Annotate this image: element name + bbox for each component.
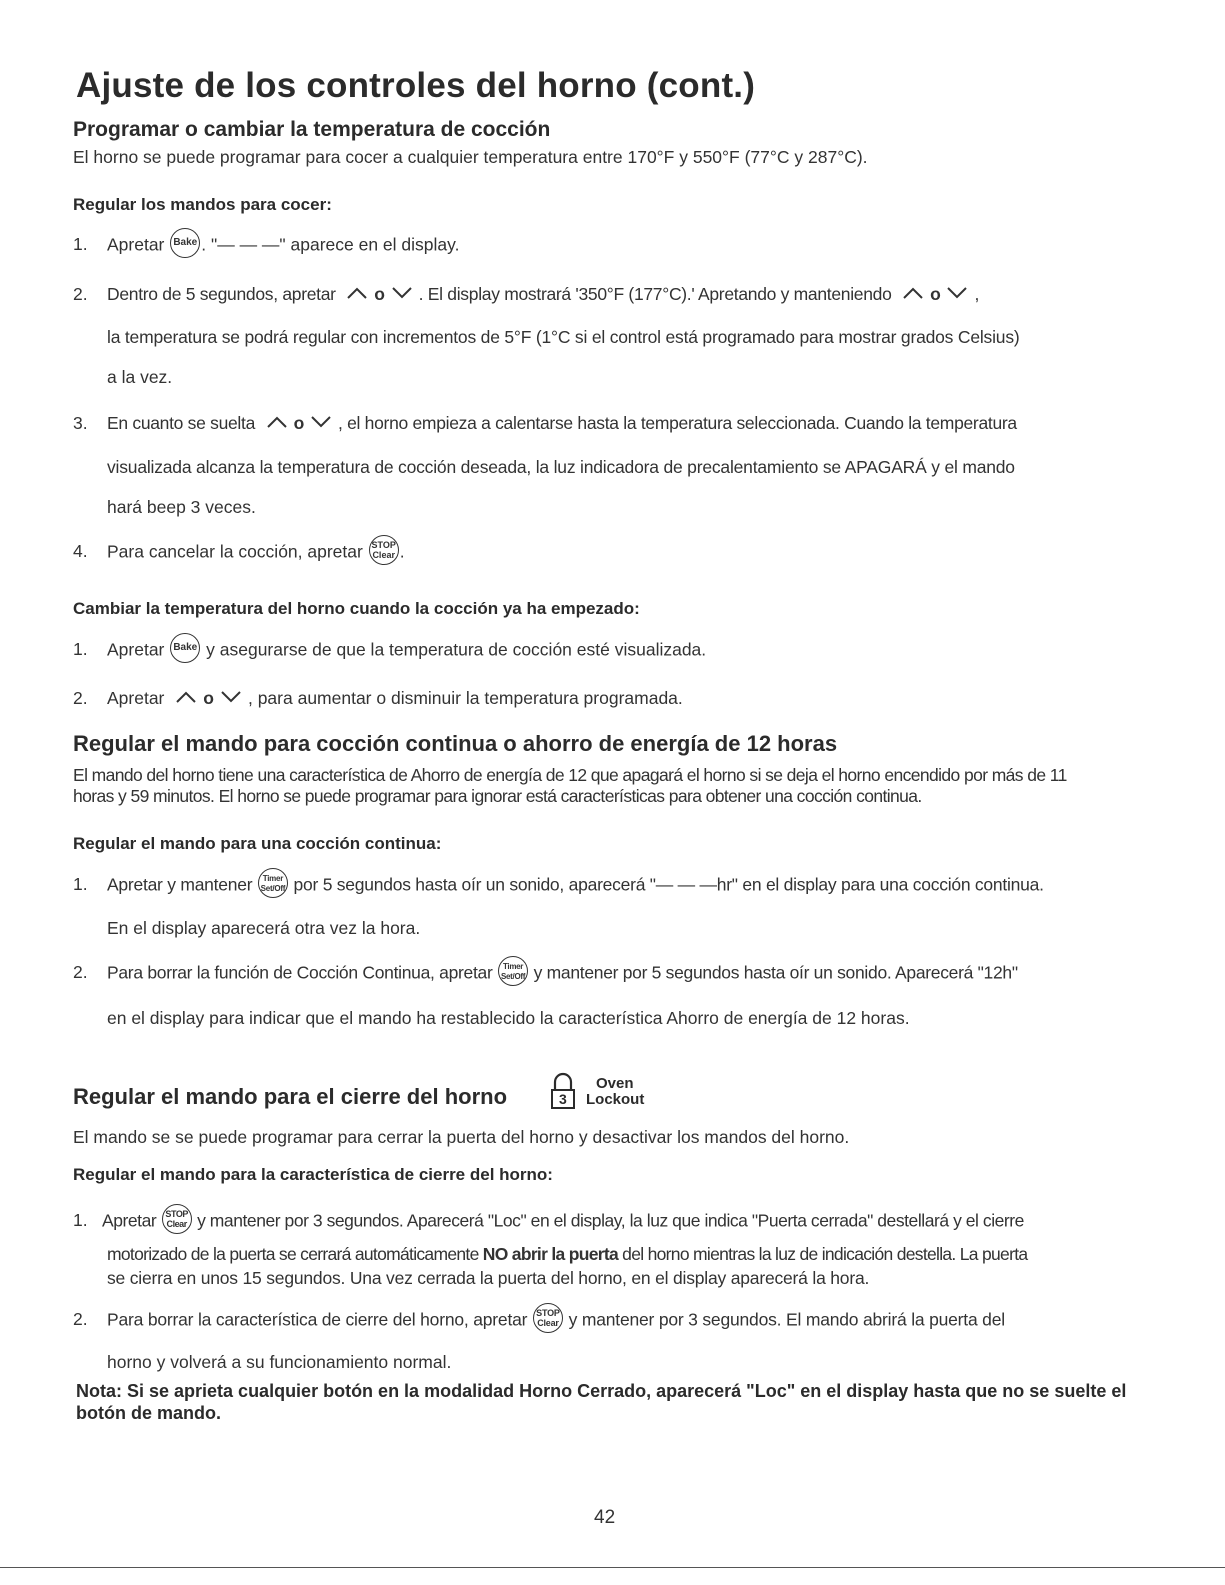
bake-key-icon: Bake xyxy=(170,228,200,258)
step-number: 2. xyxy=(73,688,88,708)
step-text: en el display para indicar que el mando ha restablecido la característica Ahorro de energía de 12 horas. xyxy=(107,1008,910,1028)
section-heading-continuous: Regular el mando para cocción continua o ahorro de energía de 12 horas xyxy=(73,731,838,756)
down-arrow-icon xyxy=(220,691,242,703)
section-intro: El horno se puede programar para cocer a cualquier temperatura entre 170°F y 550°F (77°C y 287°C). xyxy=(73,147,868,167)
step-text: hará beep 3 veces. xyxy=(107,497,256,517)
step-text: Apretar y mantener Timer Set/Off por 5 segundos hasta oír un sonido, aparecerá "— — —hr" en el display para una cocción continua. xyxy=(107,874,1044,898)
stop-clear-key-icon: STOP Clear xyxy=(369,535,399,565)
step-number: 1. xyxy=(73,1210,88,1230)
step-number: 1. xyxy=(73,639,88,659)
step-text: Apretar Bake y asegurarse de que la temperatura de cocción esté visualizada. xyxy=(107,639,706,663)
step-text: la temperatura se podrá regular con incrementos de 5°F (1°C si el control está programado para mostrar grados Celsius) xyxy=(107,327,1020,347)
step-number: 2. xyxy=(73,284,88,304)
step-number: 3. xyxy=(73,413,88,433)
step-number: 1. xyxy=(73,234,88,254)
section-heading-temperature: Programar o cambiar la temperatura de cocción xyxy=(73,118,551,141)
step-text: En el display aparecerá otra vez la hora. xyxy=(107,918,421,938)
step-number: 1. xyxy=(73,874,88,894)
down-arrow-icon xyxy=(946,287,968,299)
subheading-continuous: Regular el mando para una cocción continua: xyxy=(73,834,442,853)
stop-clear-key-icon: STOP Clear xyxy=(162,1204,192,1234)
oven-lockout-icon xyxy=(550,1072,645,1117)
section-intro: El mando se se puede programar para cerrar la puerta del horno y desactivar los mandos del horno. xyxy=(73,1127,850,1147)
step-text: se cierra en unos 15 segundos. Una vez cerrada la puerta del horno, en el display aparecerá la hora. xyxy=(107,1268,870,1288)
subheading-change-temp: Cambiar la temperatura del horno cuando la cocción ya ha empezado: xyxy=(73,599,640,618)
subheading-bake: Regular los mandos para cocer: xyxy=(73,195,332,214)
lockout-note: Nota: Si se aprieta cualquier botón en la modalidad Horno Cerrado, aparecerá "Loc" en el display hasta que no se suelte el botón de mando. xyxy=(76,1381,1127,1423)
step-text: Apretar o , para aumentar o disminuir la temperatura programada. xyxy=(107,688,683,708)
section-intro: El mando del horno tiene una característica de Ahorro de energía de 12 que apagará el horno si se deja el horno encendido por más de 11 xyxy=(73,765,1067,785)
lock-number: 3 xyxy=(559,1091,567,1107)
stop-clear-key-icon: STOP Clear xyxy=(533,1303,563,1333)
step-text: Apretar Bake . "— — —" aparece en el display. xyxy=(107,234,459,258)
step-text: Para borrar la característica de cierre del horno, apretar STOP Clear y mantener por 3 segundos. El mando abrirá la puerta del xyxy=(107,1309,1005,1333)
page-title: Ajuste de los controles del horno (cont.) xyxy=(76,66,756,105)
page-divider xyxy=(0,1567,1225,1568)
timer-setoff-key-icon: Timer Set/Off xyxy=(258,868,288,898)
step-text: Para cancelar la cocción, apretar STOP Clear . xyxy=(107,541,405,565)
timer-setoff-key-icon: Timer Set/Off xyxy=(498,956,528,986)
step-text: Apretar STOP Clear y mantener por 3 segundos. Aparecerá "Loc" en el display, la luz que indica "Puerta cerrada" destellará y el cierre xyxy=(102,1210,1024,1234)
step-text: En cuanto se suelta o , el horno empieza a calentarse hasta la temperatura seleccionada. Cuando la temperatura xyxy=(107,413,1017,433)
up-arrow-icon xyxy=(346,287,368,299)
lock-label-oven: Oven xyxy=(596,1075,634,1092)
step-text: motorizado de la puerta se cerrará automáticamente NO abrir la puerta del horno mientras la luz de indicación destella. La puerta xyxy=(107,1244,1028,1264)
lock-label-lockout: Lockout xyxy=(586,1091,645,1108)
bake-key-icon: Bake xyxy=(170,633,200,663)
up-arrow-icon xyxy=(175,691,197,703)
section-intro: horas y 59 minutos. El horno se puede programar para ignorar está características para obtener una cocción continua. xyxy=(73,786,922,806)
up-arrow-icon xyxy=(266,416,288,428)
step-text: horno y volverá a su funcionamiento normal. xyxy=(107,1352,452,1372)
page-number: 42 xyxy=(594,1507,616,1528)
down-arrow-icon xyxy=(310,416,332,428)
step-text: Dentro de 5 segundos, apretar o . El display mostrará '350°F (177°C).' Apretando y manteniendo o , xyxy=(107,284,980,304)
step-number: 2. xyxy=(73,1309,88,1329)
up-arrow-icon xyxy=(902,287,924,299)
down-arrow-icon xyxy=(391,287,413,299)
step-text: a la vez. xyxy=(107,367,173,387)
step-number: 2. xyxy=(73,962,88,982)
step-number: 4. xyxy=(73,541,88,561)
step-text: visualizada alcanza la temperatura de cocción deseada, la luz indicadora de precalentamiento se APAGARÁ y el mando xyxy=(107,457,1015,477)
section-heading-lockout: Regular el mando para el cierre del horno xyxy=(73,1084,508,1109)
step-text: Para borrar la función de Cocción Continua, apretar Timer Set/Off y mantener por 5 segundos hasta oír un sonido. Aparecerá "12h" xyxy=(107,962,1018,986)
subheading-lockout: Regular el mando para la característica de cierre del horno: xyxy=(73,1165,553,1184)
